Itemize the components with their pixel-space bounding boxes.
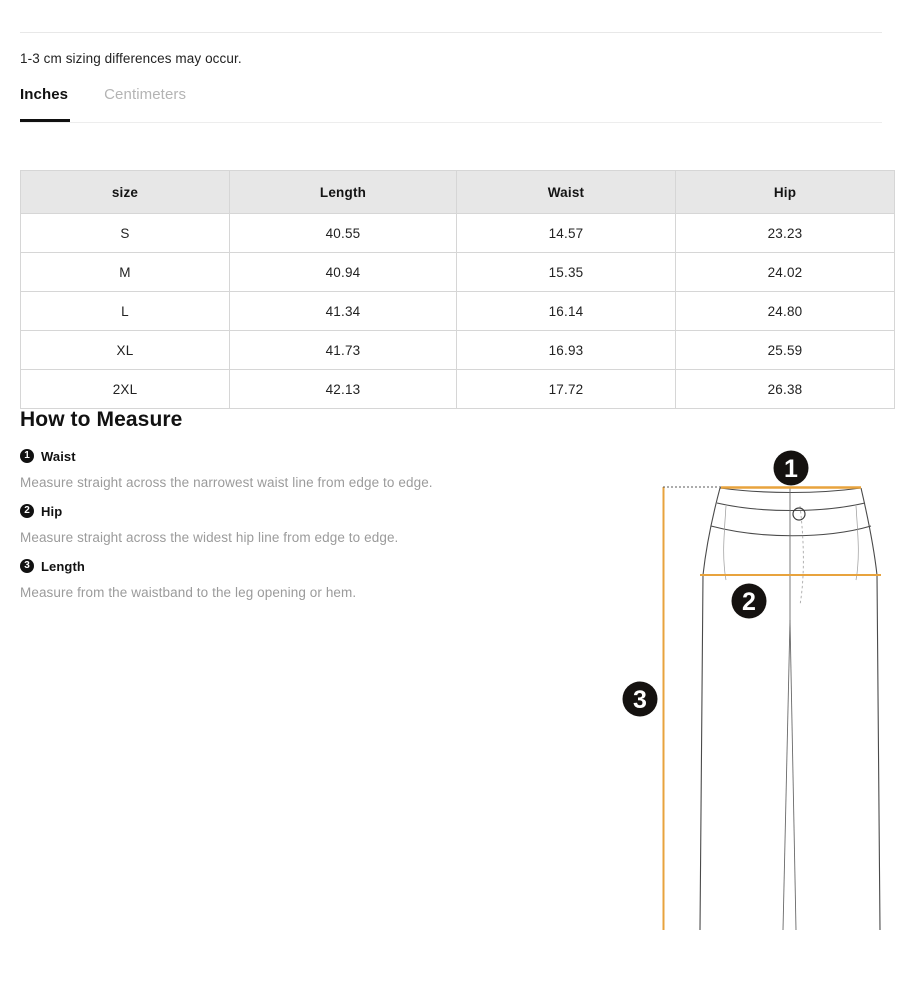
cell-waist: 14.57 [457, 214, 676, 253]
cell-hip: 24.80 [676, 292, 895, 331]
top-divider [20, 32, 882, 33]
table-row [21, 331, 895, 370]
cell-hip: 25.59 [676, 331, 895, 370]
how-to-measure-title: How to Measure [20, 408, 183, 431]
table-row [21, 214, 895, 253]
cell-waist: 15.35 [457, 253, 676, 292]
measure-heading [20, 557, 580, 575]
pants-illustration-icon [700, 488, 880, 930]
measure-description-waist: Measure straight across the narrowest waist line from edge to edge. [20, 475, 433, 490]
tab-underline-track [20, 122, 882, 123]
diagram-badge-1-label: 1 [784, 455, 798, 483]
fly-stitch-icon [800, 506, 803, 605]
cell-length: 41.34 [230, 292, 457, 331]
tab-inches[interactable]: Inches [20, 86, 69, 103]
measure-item-length [20, 557, 580, 602]
number-badge-1-icon: 1 [20, 449, 34, 463]
cell-hip: 24.02 [676, 253, 895, 292]
pants-measurement-diagram [600, 440, 902, 930]
diagram-badge-3 [623, 682, 658, 717]
cell-size: 2XL [21, 370, 230, 409]
cell-length: 40.94 [230, 253, 457, 292]
measure-item-hip [20, 502, 580, 547]
measure-description-hip: Measure straight across the widest hip line from edge to edge. [20, 530, 399, 545]
diagram-badge-1 [774, 451, 809, 486]
number-badge-3-icon: 3 [20, 559, 34, 573]
measure-item-waist [20, 447, 580, 492]
cell-size: M [21, 253, 230, 292]
table-header-row [21, 171, 895, 214]
column-header-hip: Hip [676, 171, 895, 214]
diagram-badge-3-label: 3 [633, 686, 647, 714]
measure-heading [20, 502, 580, 520]
column-header-size: size [21, 171, 230, 214]
table-row [21, 370, 895, 409]
cell-size: XL [21, 331, 230, 370]
how-to-measure-list [20, 447, 580, 612]
cell-size: S [21, 214, 230, 253]
cell-waist: 16.93 [457, 331, 676, 370]
size-chart-table [20, 170, 895, 409]
number-badge-2-icon: 2 [20, 504, 34, 518]
cell-length: 41.73 [230, 331, 457, 370]
measure-description-length: Measure from the waistband to the leg opening or hem. [20, 585, 357, 600]
table-row [21, 253, 895, 292]
table-row [21, 292, 895, 331]
column-header-length: Length [230, 171, 457, 214]
measure-label-length: Length [41, 558, 85, 574]
unit-tabs [20, 84, 186, 106]
cell-waist: 17.72 [457, 370, 676, 409]
sizing-note: 1-3 cm sizing differences may occur. [20, 51, 242, 66]
column-header-waist: Waist [457, 171, 676, 214]
measure-label-hip: Hip [41, 503, 63, 519]
cell-length: 40.55 [230, 214, 457, 253]
cell-hip: 23.23 [676, 214, 895, 253]
tab-active-indicator [20, 119, 70, 122]
measure-label-waist: Waist [41, 448, 76, 464]
cell-size: L [21, 292, 230, 331]
tab-centimeters[interactable]: Centimeters [104, 86, 187, 103]
diagram-badge-2 [732, 584, 767, 619]
cell-waist: 16.14 [457, 292, 676, 331]
diagram-badge-2-label: 2 [742, 588, 756, 616]
button-icon [793, 508, 805, 520]
cell-length: 42.13 [230, 370, 457, 409]
measure-heading [20, 447, 580, 465]
cell-hip: 26.38 [676, 370, 895, 409]
